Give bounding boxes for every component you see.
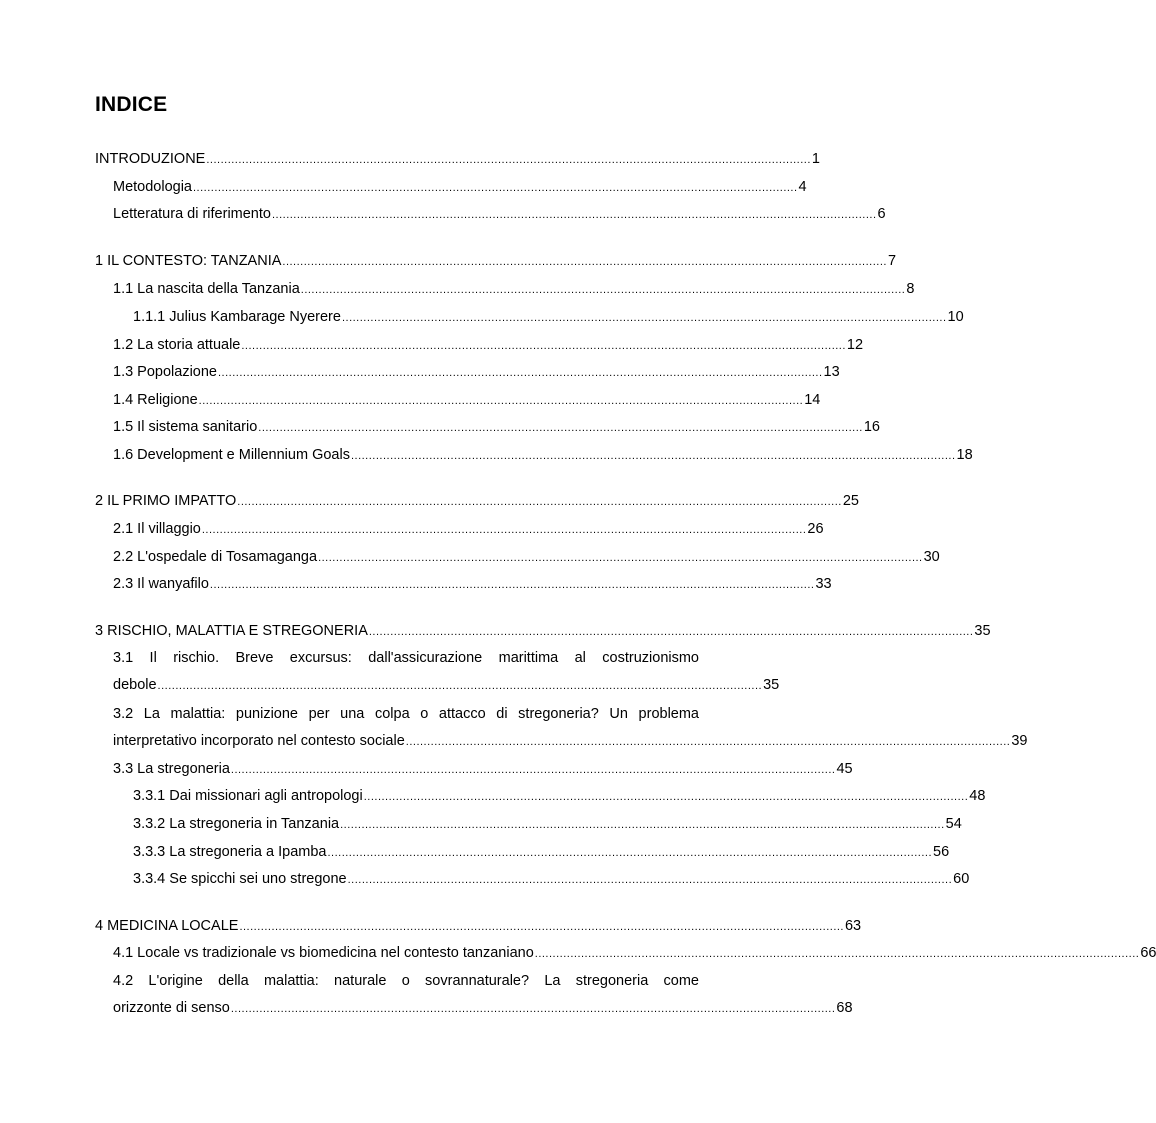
toc-entry-page: 54 xyxy=(945,816,962,832)
toc-leader-dots: .......................................................................................................................................................................... xyxy=(318,552,923,564)
toc-entry-label: 4 MEDICINA LOCALE xyxy=(95,918,239,934)
toc-entry-4-2-line1[interactable]: 4.2 L'origine della malattia: naturale o sovrannaturale? La stregoneria come xyxy=(113,973,699,989)
toc-entry-chapter-4[interactable] xyxy=(95,915,862,937)
toc-entry-3-3-3[interactable] xyxy=(133,841,950,863)
toc-entry-label: INTRODUZIONE xyxy=(95,151,206,167)
toc-entry-label: 1 IL CONTESTO: TANZANIA xyxy=(95,253,282,269)
toc-leader-dots: .......................................................................................................................................................................... xyxy=(201,524,807,536)
toc-leader-dots: .......................................................................................................................................................................... xyxy=(300,284,906,296)
toc-entry-1-1-1[interactable] xyxy=(133,306,964,328)
toc-entry-label: 2.2 L'ospedale di Tosamaganga xyxy=(113,549,318,565)
toc-leader-dots: .......................................................................................................................................................................... xyxy=(230,764,836,776)
toc-leader-dots: .......................................................................................................................................................................... xyxy=(327,847,933,859)
toc-entry-1-1[interactable] xyxy=(113,278,915,300)
toc-entry-label: 3 RISCHIO, MALATTIA E STREGONERIA xyxy=(95,623,368,639)
toc-entry-2-1[interactable] xyxy=(113,518,824,540)
toc-entry-page: 12 xyxy=(846,337,864,353)
toc-entry-1-4[interactable] xyxy=(113,389,821,411)
toc-entry-page: 14 xyxy=(804,392,821,408)
toc-entry-1-5[interactable] xyxy=(113,416,880,438)
toc-entry-page: 8 xyxy=(906,281,915,297)
toc-entry-chapter-2[interactable] xyxy=(95,490,859,512)
toc-entry-label: 1.4 Religione xyxy=(113,392,198,408)
toc-leader-dots: .......................................................................................................................................................................... xyxy=(237,496,842,508)
toc-entry-label: 1.2 La storia attuale xyxy=(113,337,241,353)
toc-entry-page: 13 xyxy=(823,364,840,380)
toc-leader-dots: .......................................................................................................................................................................... xyxy=(340,819,945,831)
toc-entry-4-1[interactable] xyxy=(113,942,1156,964)
toc-entry-label: 3.3 La stregoneria xyxy=(113,761,230,777)
toc-entry-page: 7 xyxy=(887,253,897,269)
toc-leader-dots: .......................................................................................................................................................................... xyxy=(258,422,863,434)
toc-entry-label: 1.6 Development e Millennium Goals xyxy=(113,447,350,463)
toc-entry-label: 2.3 Il wanyafilo xyxy=(113,576,209,592)
toc-leader-dots: .......................................................................................................................................................................... xyxy=(363,791,969,803)
toc-entry-label: debole xyxy=(113,677,157,693)
toc-entry-introduzione[interactable] xyxy=(95,148,820,170)
toc-entry-1-2[interactable] xyxy=(113,334,864,356)
toc-entry-chapter-1[interactable] xyxy=(95,250,897,272)
toc-entry-3-3-4[interactable] xyxy=(133,868,970,890)
toc-entry-label: interpretativo incorporato nel contesto sociale xyxy=(113,733,405,749)
toc-leader-dots: .......................................................................................................................................................................... xyxy=(230,1003,836,1015)
toc-leader-dots: .......................................................................................................................................................................... xyxy=(534,948,1140,960)
toc-entry-page: 25 xyxy=(842,493,859,509)
toc-leader-dots: .......................................................................................................................................................................... xyxy=(206,154,811,166)
toc-entry-letteratura[interactable] xyxy=(113,203,886,225)
toc-entry-3-2-line1[interactable]: 3.2 La malattia: punizione per una colpa o attacco di stregoneria? Un problema xyxy=(113,706,699,722)
toc-entry-label: 4.1 Locale vs tradizionale vs biomedicina nel contesto tanzaniano xyxy=(113,945,534,961)
toc-entry-chapter-3[interactable] xyxy=(95,620,991,642)
toc-page xyxy=(95,0,1156,1123)
toc-leader-dots: .......................................................................................................................................................................... xyxy=(350,450,956,462)
toc-entry-3-2[interactable] xyxy=(113,730,1028,752)
toc-entry-page: 33 xyxy=(815,576,832,592)
toc-entry-page: 18 xyxy=(956,447,973,463)
toc-entry-label: 1.3 Popolazione xyxy=(113,364,217,380)
toc-entry-1-3[interactable] xyxy=(113,361,840,383)
toc-entry-label: 3.3.3 La stregoneria a Ipamba xyxy=(133,844,327,860)
toc-entry-1-6[interactable] xyxy=(113,444,973,466)
toc-entry-page: 30 xyxy=(923,549,940,565)
toc-entry-4-2[interactable] xyxy=(113,997,853,1019)
toc-entry-page: 45 xyxy=(836,761,853,777)
toc-leader-dots: .......................................................................................................................................................................... xyxy=(157,680,763,692)
toc-leader-dots: .......................................................................................................................................................................... xyxy=(282,256,887,268)
toc-leader-dots: .......................................................................................................................................................................... xyxy=(198,395,804,407)
toc-entry-label: orizzonte di senso xyxy=(113,1000,230,1016)
toc-entry-page: 1 xyxy=(811,151,820,167)
toc-entry-page: 63 xyxy=(844,918,862,934)
toc-entry-metodologia[interactable] xyxy=(113,176,807,198)
toc-leader-dots: .......................................................................................................................................................................... xyxy=(193,182,798,194)
toc-entry-page: 10 xyxy=(947,309,964,325)
toc-entry-page: 66 xyxy=(1140,945,1156,961)
toc-entry-page: 56 xyxy=(933,844,950,860)
toc-entry-label: 3.3.1 Dai missionari agli antropologi xyxy=(133,788,363,804)
toc-entry-label: 3.3.4 Se spicchi sei uno stregone xyxy=(133,871,347,887)
page-title: INDICE xyxy=(95,93,168,116)
toc-leader-dots: .......................................................................................................................................................................... xyxy=(218,367,823,379)
toc-entry-page: 35 xyxy=(763,677,780,693)
toc-entry-page: 6 xyxy=(877,206,886,222)
toc-entry-label: Letteratura di riferimento xyxy=(113,206,271,222)
toc-entry-3-3[interactable] xyxy=(113,758,853,780)
toc-leader-dots: .......................................................................................................................................................................... xyxy=(347,874,953,886)
toc-entry-label: 1.5 Il sistema sanitario xyxy=(113,419,258,435)
toc-entry-label: 2 IL PRIMO IMPATTO xyxy=(95,493,237,509)
toc-entry-page: 39 xyxy=(1011,733,1028,749)
toc-leader-dots: .......................................................................................................................................................................... xyxy=(405,736,1011,748)
toc-leader-dots: .......................................................................................................................................................................... xyxy=(341,312,947,324)
toc-entry-page: 16 xyxy=(863,419,880,435)
toc-entry-2-3[interactable] xyxy=(113,573,832,595)
toc-entry-label: Metodologia xyxy=(113,179,192,195)
toc-entry-label: 3.3.2 La stregoneria in Tanzania xyxy=(133,816,340,832)
toc-entry-3-1[interactable] xyxy=(113,674,780,696)
toc-leader-dots: .......................................................................................................................................................................... xyxy=(239,921,844,933)
toc-entry-label: 2.1 Il villaggio xyxy=(113,521,201,537)
toc-leader-dots: .......................................................................................................................................................................... xyxy=(271,209,877,221)
toc-leader-dots: .......................................................................................................................................................................... xyxy=(241,340,846,352)
toc-leader-dots: .......................................................................................................................................................................... xyxy=(368,626,974,638)
toc-entry-label: 1.1.1 Julius Kambarage Nyerere xyxy=(133,309,341,325)
toc-entry-3-3-1[interactable] xyxy=(133,785,986,807)
toc-entry-page: 68 xyxy=(836,1000,853,1016)
toc-entry-page: 48 xyxy=(969,788,986,804)
toc-entry-page: 26 xyxy=(807,521,824,537)
toc-entry-page: 35 xyxy=(974,623,991,639)
toc-entry-page: 60 xyxy=(953,871,970,887)
toc-leader-dots: .......................................................................................................................................................................... xyxy=(209,579,815,591)
toc-entry-3-3-2[interactable] xyxy=(133,813,962,835)
toc-entry-label: 1.1 La nascita della Tanzania xyxy=(113,281,300,297)
toc-entry-3-1-line1[interactable]: 3.1 Il rischio. Breve excursus: dall'assicurazione marittima al costruzionismo xyxy=(113,650,699,666)
toc-entry-page: 4 xyxy=(798,179,807,195)
toc-entry-2-2[interactable] xyxy=(113,546,940,568)
